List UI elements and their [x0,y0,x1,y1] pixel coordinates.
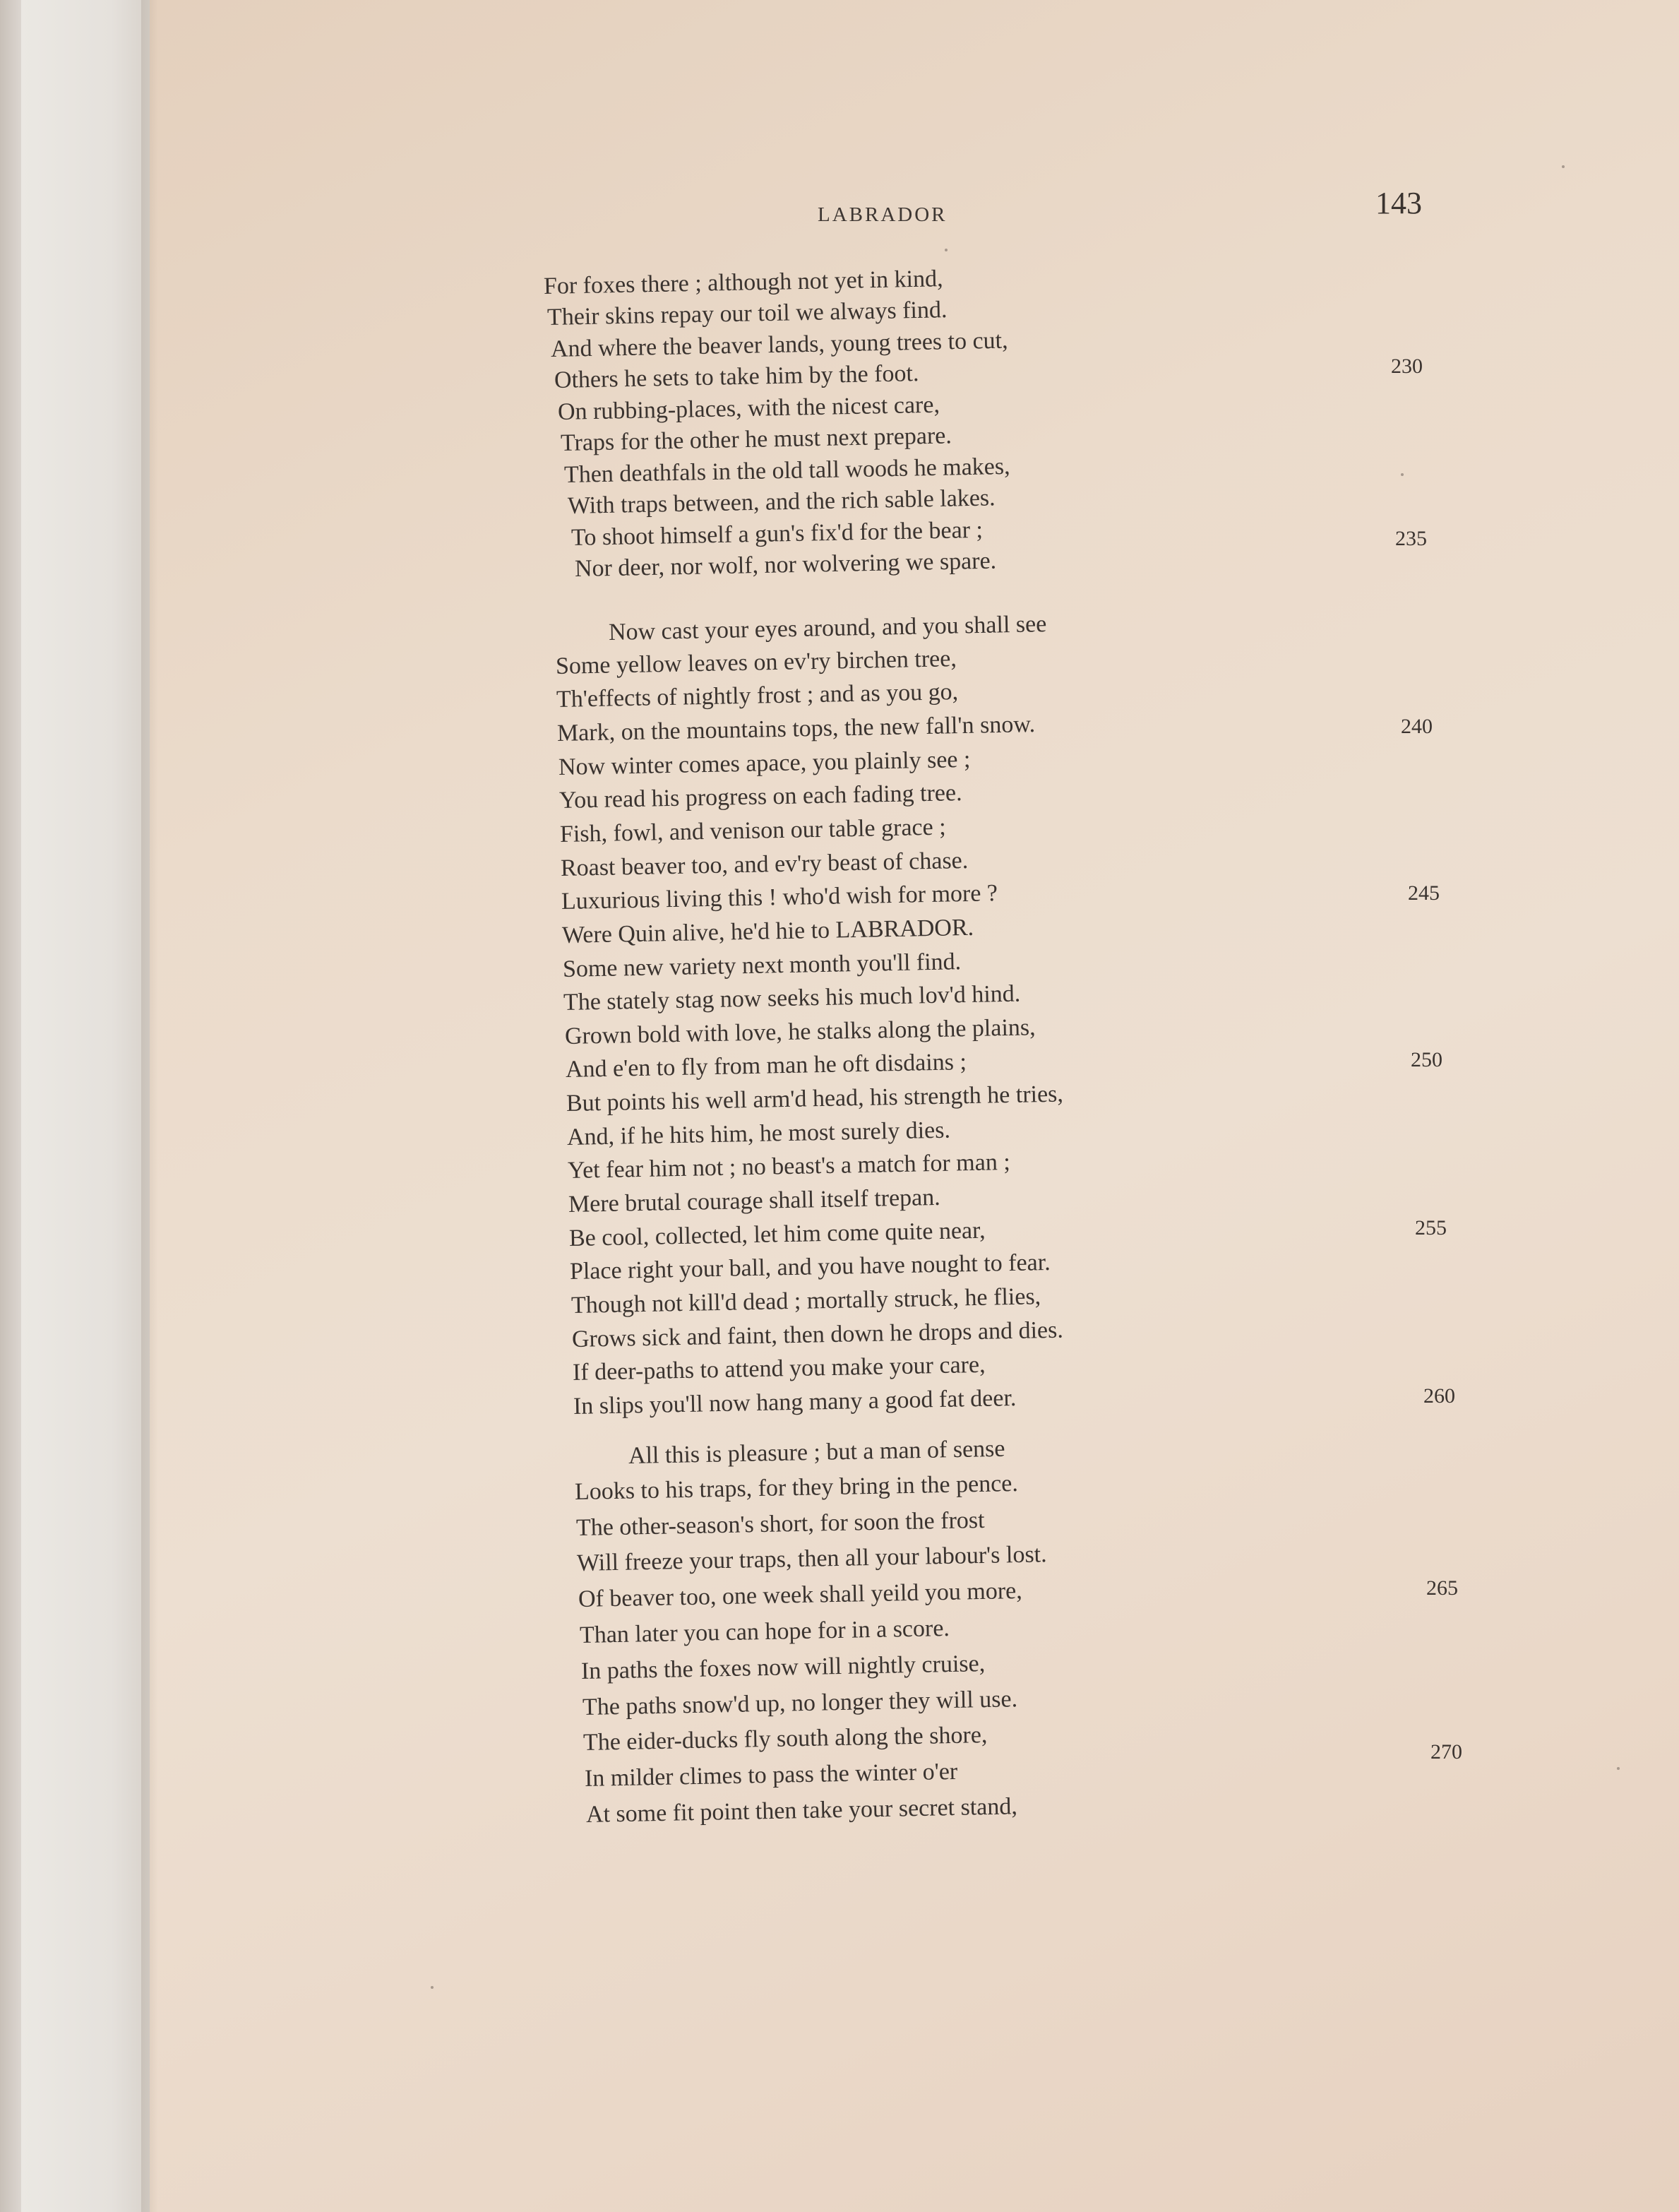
poem-line: Fish, fowl, and venison our table grace ; [559,814,946,848]
poem-line: Now winter comes apace, you plainly see ; [558,746,971,780]
poem-line: With traps between, and the rich sable lakes. [567,484,996,519]
poem-line: Of beaver too, one week shall yeild you more, [578,1577,1023,1612]
page-edge-shadow [141,0,158,2212]
line-number: 265 [1426,1576,1458,1600]
poem-line: Nor deer, nor wolf, nor wolvering we spare. [574,547,997,582]
poem-line: Others he sets to take him by the foot. [554,360,919,393]
poem-line: Yet fear him not ; no beast's a match for man ; [567,1148,1011,1184]
poem-line: Be cool, collected, let him come quite near, [568,1217,986,1251]
poem-line: Grown bold with love, he stalks along the plains, [564,1014,1036,1049]
line-number: 240 [1401,715,1433,738]
poem-line: Some new variety next month you'll find. [562,949,962,982]
poem-line: The stately stag now seeks his much lov'd hind. [563,980,1021,1016]
poem-line: Will freeze your traps, then all your labour's lost. [576,1541,1047,1576]
poem-line: All this is pleasure ; but a man of sense [628,1435,1005,1469]
page-number: 143 [1375,186,1422,220]
poem-line: Place right your ball, and you have nought to fear. [569,1249,1051,1285]
line-number: 235 [1395,527,1427,550]
poem-line: And where the beaver lands, young trees to cut, [550,327,1008,362]
line-number: 230 [1391,355,1423,378]
poem-line: And e'en to fly from man he oft disdains ; [565,1049,967,1083]
poem-line: Than later you can hope for in a score. [579,1615,950,1648]
poem-line: On rubbing-places, with the nicest care, [557,391,940,425]
paper-speck [1617,1767,1620,1770]
poem-line: Their skins repay our toil we always find. [546,297,948,331]
poem-line: In paths the foxes now will nightly cruise, [580,1651,986,1684]
poem-line: Mark, on the mountains tops, the new fall'n snow. [556,711,1036,747]
paper-speck [945,249,948,251]
poem-line: Th'effects of nightly frost ; and as you go, [556,679,959,713]
poem-line: But points his well arm'd head, his strength he tries, [566,1081,1064,1117]
poem-line: The paths snow'd up, no longer they will use. [582,1686,1018,1720]
poem-line: Though not kill'd dead ; mortally struck, he flies, [570,1283,1041,1319]
poem-line: Luxurious living this ! who'd wish for more ? [561,880,998,915]
poem-line: If deer-paths to attend you make your care, [572,1351,986,1386]
poem-line: Then deathfals in the old tall woods he makes, [563,453,1010,488]
poem-line: And, if he hits him, he most surely dies. [566,1117,951,1150]
line-number: 250 [1411,1048,1442,1071]
poem-line: In milder climes to pass the winter o'er [584,1758,958,1792]
paper-speck [1401,473,1404,476]
poem-line: Roast beaver too, and ev'ry beast of chase. [560,847,969,881]
poem-line: Mere brutal courage shall itself trepan. [568,1184,941,1218]
poem-line: To shoot himself a gun's fix'd for the bear ; [570,516,984,551]
poem-line: You read his progress on each fading tree. [558,780,962,814]
poem-line: For foxes there ; although not yet in kind, [543,266,943,299]
poem-line: In slips you'll now hang many a good fat deer. [573,1384,1017,1420]
poem-line: The eider-ducks fly south along the shore, [582,1722,988,1756]
book-spine-edge [21,0,150,2212]
line-number: 270 [1430,1740,1462,1764]
paper-speck [431,1986,434,1989]
poem-line: Looks to his traps, for they bring in the pence. [574,1470,1019,1505]
line-number: 260 [1423,1384,1455,1408]
running-title: LABRADOR [818,203,948,226]
poem-line: Now cast your eyes around, and you shall see [608,611,1047,646]
poem-line: Were Quin alive, he'd hie to LABRADOR. [561,914,974,949]
poem-line: At some fit point then take your secret stand, [585,1793,1018,1828]
poem-line: Traps for the other he must next prepare. [560,422,952,456]
line-number: 245 [1408,881,1440,905]
binding-gutter [0,0,21,2212]
line-number: 255 [1415,1216,1447,1239]
poem-line: Some yellow leaves on ev'ry birchen tree, [555,646,957,679]
paper-speck [1562,165,1565,168]
poem-line: Grows sick and faint, then down he drops and dies. [571,1316,1064,1352]
poem-line: The other-season's short, for soon the frost [575,1506,985,1541]
